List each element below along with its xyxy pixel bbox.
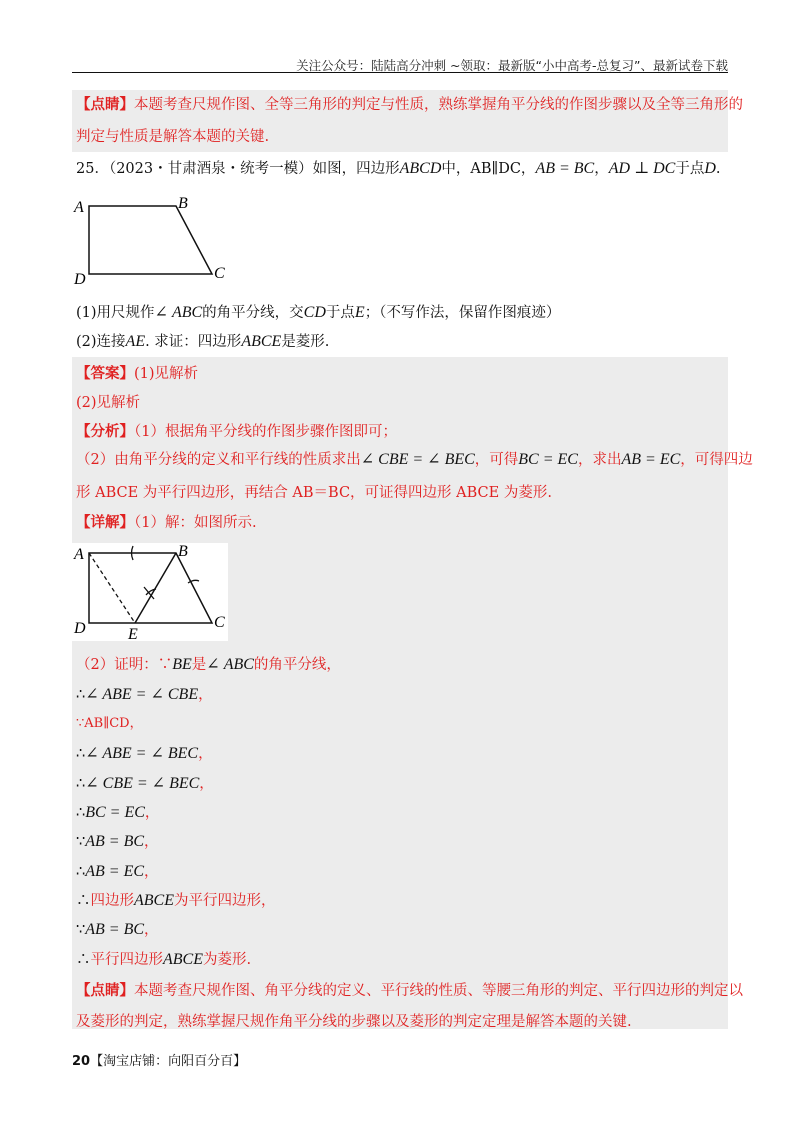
proof-step-8: ∴四边形ABCE为平行四边形， (76, 892, 276, 909)
fig2-label-E: E (128, 626, 138, 641)
detail-line1: 【详解】（1）解：如图所示. (76, 514, 257, 531)
question-1: (1)用尺规作∠ ABC的角平分线，交CD于点E；（不写作法，保留作图痕迹） (76, 304, 561, 321)
question-2: (2)连接AE. 求证：四边形ABCE是菱形. (76, 333, 330, 350)
fig1-label-C: C (214, 265, 225, 282)
analysis-line2: （2）由角平分线的定义和平行线的性质求出∠ CBE = ∠ BEC，可得BC = EC，求出AB = EC，可得四边 (76, 451, 753, 468)
fig2-label-B: B (178, 543, 188, 560)
proof-step-2: ∵AB∥CD， (76, 716, 143, 731)
proof-step-5: ∴BC = EC， (76, 804, 160, 821)
fig2-label-C: C (214, 614, 225, 631)
page-number: 20 (72, 1054, 91, 1069)
fig2-label-A: A (74, 546, 84, 563)
prev-comment-line2: 判定与性质是解答本题的关键. (76, 129, 270, 145)
answer-line1: 【答案】(1)见解析 (76, 365, 199, 382)
analysis-line1: 【分析】（1）根据角平分线的作图步骤作图即可； (76, 423, 397, 440)
prev-comment-line1: 【点睛】本题考查尺规作图、全等三角形的判定与性质，熟练掌握角平分线的作图步骤以及全等三角形的 (76, 96, 743, 113)
proof-step-3: ∴∠ ABE = ∠ BEC， (76, 745, 213, 762)
fig1-label-A: A (74, 199, 84, 216)
fig1-label-B: B (178, 195, 188, 212)
fig1-label-D: D (74, 271, 86, 288)
figure-construction (72, 543, 228, 641)
page-footer (72, 1050, 246, 1069)
problem-stem: 25．（2023・甘肃酒泉・统考一模）如图，四边形ABCD中，AB∥DC，AB = BC，AD ⊥ DC于点D. (76, 160, 721, 177)
proof-step-10: ∴平行四边形ABCE为菱形. (76, 951, 252, 968)
proof-step-7: ∴AB = EC， (76, 863, 159, 880)
analysis-line3: 形 ABCE 为平行四边形，再结合 AB＝BC，可证得四边形 ABCE 为菱形. (76, 485, 552, 501)
answer-line2: (2)见解析 (76, 395, 141, 411)
page-header: 关注公众号：陆陆高分冲刺 ~领取：最新版“小中高考-总复习”、最新试卷下载 (296, 58, 728, 73)
shop-info: 【淘宝店铺：向阳百分百】 (90, 1054, 247, 1069)
proof-step-9: ∵AB = BC， (76, 921, 159, 938)
comment-line1: 【点睛】本题考查尺规作图、角平分线的定义、平行线的性质、等腰三角形的判定、平行四边形的判定以 (76, 982, 743, 999)
fig2-label-D: D (74, 620, 86, 637)
header-rule (72, 72, 728, 73)
proof-intro: （2）证明：∵BE是∠ ABC的角平分线， (76, 656, 341, 673)
comment-line2: 及菱形的判定，熟练掌握尺规作角平分线的步骤以及菱形的判定定理是解答本题的关键. (76, 1014, 632, 1030)
figure-trapezoid (72, 192, 242, 288)
proof-step-1: ∴∠ ABE = ∠ CBE， (76, 686, 213, 703)
proof-step-4: ∴∠ CBE = ∠ BEC， (76, 775, 214, 792)
proof-step-6: ∵AB = BC， (76, 833, 159, 850)
trapezoid-shape (89, 206, 212, 274)
